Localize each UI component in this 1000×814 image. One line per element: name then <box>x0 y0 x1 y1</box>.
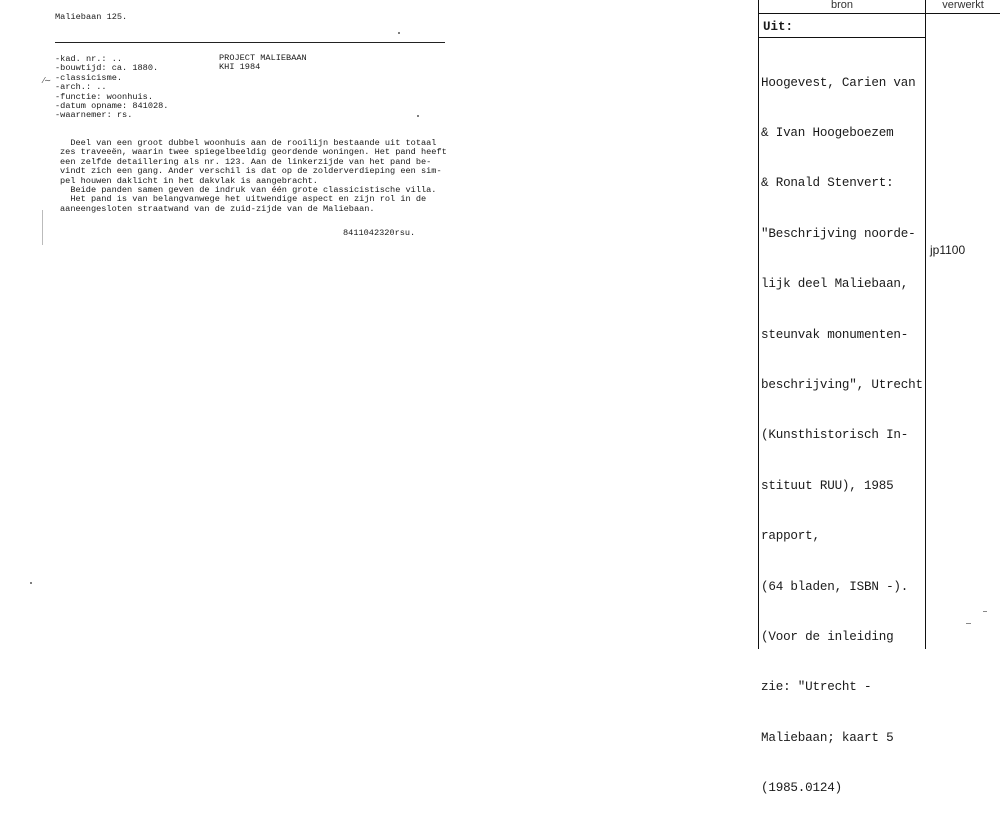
meta-line: -arch.: .. <box>55 82 107 93</box>
card-divider <box>55 42 445 43</box>
source-line: & Ivan Hoogeboezem <box>761 125 894 140</box>
source-line: stituut RUU), 1985 <box>761 478 894 493</box>
project-block <box>219 54 307 73</box>
column-header-source: bron <box>830 0 854 11</box>
uit-label: Uit: <box>763 20 794 34</box>
scan-speck <box>30 582 32 584</box>
source-line: "Beschrijving noorde- <box>761 226 916 241</box>
uit-rule <box>758 37 925 38</box>
source-line: Hoogevest, Carien van <box>761 75 916 90</box>
body-line: pel houwen daklicht in het dakvlak is aangebracht. <box>60 175 318 186</box>
body-line: Deel van een groot dubbel woonhuis aan de rooilijn bestaande uit totaal <box>60 138 437 148</box>
processed-code: jp1100 <box>930 243 966 257</box>
body-line: aaneengesloten straatwand van de zuid-zijde van de Maliebaan. <box>60 203 375 214</box>
source-line: (Kunsthistorisch In- <box>761 428 909 443</box>
body-line: Het pand is van belangvanwege het uitwendige aspect en zijn rol in de <box>60 194 427 205</box>
body-line: zes traveeën, waarin twee spiegelbeeldig geordende woningen. Het pand heeft <box>60 147 447 158</box>
body-line: vindt zich een gang. Ander verschil is dat op de zolderverdieping een sim- <box>60 166 442 177</box>
description-paragraph <box>60 139 447 214</box>
source-line: zie: "Utrecht - <box>761 680 872 695</box>
header-rule <box>758 13 1000 14</box>
source-line: lijk deel Maliebaan, <box>761 277 909 292</box>
meta-line: -functie: woonhuis. <box>55 91 153 102</box>
meta-line: -classicisme. <box>55 72 123 83</box>
column-divider <box>758 0 759 649</box>
source-line: rapport, <box>761 529 820 544</box>
source-line: Maliebaan; kaart 5 <box>761 730 894 745</box>
source-line: (1985.0124) <box>761 781 842 796</box>
meta-line: -datum opname: 841028. <box>55 101 169 112</box>
source-line: (64 bladen, ISBN -). <box>761 579 909 594</box>
handwritten-check-mark: ⁄∼ <box>43 76 52 85</box>
column-divider <box>925 0 926 649</box>
meta-line: -waarnemer: rs. <box>55 110 133 121</box>
card-address: Maliebaan 125. <box>55 12 128 22</box>
scan-speck <box>417 115 419 117</box>
source-line: & Ronald Stenvert: <box>761 176 894 191</box>
scan-speck <box>398 32 400 34</box>
column-header-processed: verwerkt <box>942 0 984 11</box>
project-code: KHI 1984 <box>219 62 261 73</box>
meta-line: -kad. nr.: .. <box>55 54 123 64</box>
source-reference <box>761 41 923 814</box>
project-title: PROJECT MALIEBAAN <box>219 53 307 63</box>
body-line: Beide panden samen geven de indruk van één grote classicistische villa. <box>60 185 437 196</box>
source-line: steunvak monumenten- <box>761 327 909 342</box>
card-meta-list <box>55 55 168 121</box>
meta-line: -bouwtijd: ca. 1880. <box>55 63 159 74</box>
scan-mark <box>966 623 971 624</box>
source-line: beschrijving", Utrecht <box>761 377 923 392</box>
scan-mark <box>983 611 987 612</box>
record-code: 8411042320rsu. <box>343 228 416 238</box>
body-line: een zelfde detaillering als nr. 123. Aan de linkerzijde van het pand be- <box>60 156 432 167</box>
source-line: (Voor de inleiding <box>761 629 894 644</box>
scan-mark <box>42 210 43 245</box>
